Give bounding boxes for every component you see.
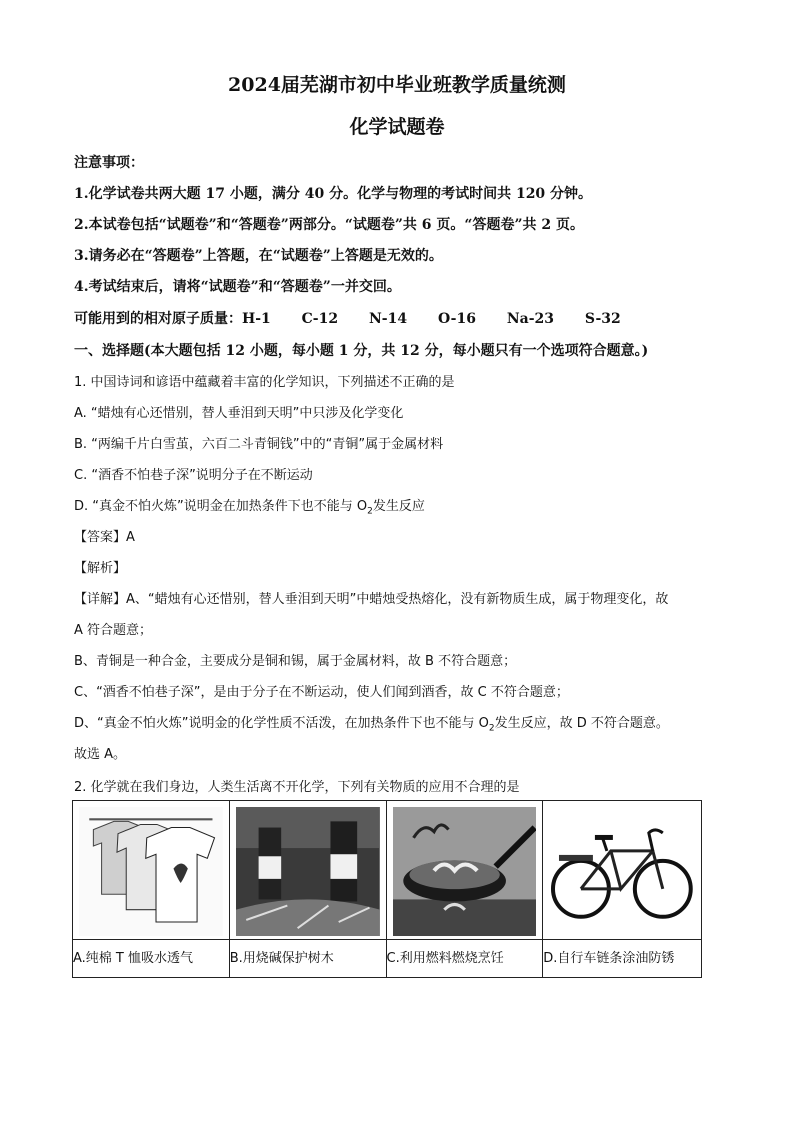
q2-option-c-label: C.利用燃料燃烧烹饪 xyxy=(386,940,543,978)
notice-2: 2.本试卷包括“试题卷”和“答题卷”两部分。“试题卷”共 6 页。“答题卷”共 2 页。 xyxy=(74,217,585,233)
q2-option-a-label: A.纯棉 T 恤吸水透气 xyxy=(73,940,230,978)
q1-detail-b: B、青铜是一种合金，主要成分是铜和锡，属于金属材料，故 B 不符合题意； xyxy=(74,654,517,669)
atomic-mass-item: S-32 xyxy=(584,311,621,327)
notice-4: 4.考试结束后，请将“试题卷”和“答题卷”一并交回。 xyxy=(74,279,401,295)
q1-answer xyxy=(74,526,734,545)
bicycle-photo-icon xyxy=(549,807,695,933)
q1-option-c: C. “酒香不怕巷子深”说明分子在不断运动 xyxy=(74,468,313,483)
wok-cooking-photo-icon xyxy=(393,807,537,936)
q2-option-c-image-cell xyxy=(386,801,543,940)
atomic-mass-label: 可能用到的相对原子质量： xyxy=(74,311,242,327)
q1-detail-a xyxy=(74,588,734,607)
notice-1: 1.化学试卷共两大题 17 小题，满分 40 分。化学与物理的考试时间共 120 分钟。 xyxy=(74,186,593,202)
q2-options-table xyxy=(72,800,702,978)
section-heading: 一、选择题(本大题包括 12 小题，每小题 1 分，共 12 分，每小题只有一个选项符合题意。) xyxy=(74,343,649,359)
q1-option-d xyxy=(74,495,734,517)
detail-a-text: A、“蜡烛有心还惜别，替人垂泪到天明”中蜡烛受热熔化，没有新物质生成，属于物理变化，故 xyxy=(126,592,669,607)
exam-subtitle: 化学试题卷 xyxy=(349,116,445,138)
q1-analysis-tag: 【解析】 xyxy=(74,561,127,576)
notice-header: 注意事项： xyxy=(74,155,144,171)
atomic-mass-item: Na-23 xyxy=(506,311,554,327)
q1-detail-a-cont: A 符合题意； xyxy=(74,623,153,638)
tree-trunk-photo-icon xyxy=(236,807,380,936)
atomic-mass-item: H-1 xyxy=(242,311,271,327)
detail-d-text-end: 发生反应，故 D 不符合题意。 xyxy=(494,716,669,731)
q2-option-b-image-cell xyxy=(229,801,386,940)
q1-option-d-text-end: 发生反应 xyxy=(372,499,425,514)
q2-option-d-image-cell xyxy=(543,801,702,940)
atomic-mass-item: C-12 xyxy=(301,311,339,327)
q1-conclusion: 故选 A。 xyxy=(74,747,127,762)
notice-3: 3.请务必在“答题卷”上答题，在“试题卷”上答题是无效的。 xyxy=(74,248,443,264)
q1-stem: 1. 中国诗词和谚语中蕴藏着丰富的化学知识，下列描述不正确的是 xyxy=(74,375,455,390)
answer-tag: 【答案】 xyxy=(74,530,127,545)
atomic-mass-item: N-14 xyxy=(368,311,408,327)
atomic-mass-item: O-16 xyxy=(437,311,476,327)
subscript: 2 xyxy=(488,723,495,734)
detail-tag: 【详解】 xyxy=(74,592,127,607)
q1-detail-d xyxy=(74,712,734,734)
exam-title: 2024届芜湖市初中毕业班教学质量统测 xyxy=(228,74,566,96)
q1-option-d-text: D. “真金不怕火炼”说明金在加热条件下也不能与 O xyxy=(74,499,368,514)
q2-option-b-label: B.用烧碱保护树木 xyxy=(229,940,386,978)
answer-value: A xyxy=(126,530,135,545)
q2-option-a-image-cell xyxy=(73,801,230,940)
q1-detail-c: C、“酒香不怕巷子深”，是由于分子在不断运动，使人们闻到酒香，故 C 不符合题意； xyxy=(74,685,569,700)
q1-option-b: B. “两编千片白雪茧，六百二斗青铜钱”中的“青铜”属于金属材料 xyxy=(74,437,444,452)
q2-option-d-label: D.自行车链条涂油防锈 xyxy=(543,940,702,978)
tshirt-photo-icon xyxy=(79,807,223,936)
detail-d-text: D、“真金不怕火炼”说明金的化学性质不活泼，在加热条件下也不能与 O xyxy=(74,716,489,731)
q2-stem: 2. 化学就在我们身边，人类生活离不开化学，下列有关物质的应用不合理的是 xyxy=(74,780,520,795)
subscript: 2 xyxy=(367,506,373,517)
q1-option-a: A. “蜡烛有心还惜别，替人垂泪到天明”中只涉及化学变化 xyxy=(74,406,404,421)
atomic-mass-line xyxy=(74,308,734,328)
